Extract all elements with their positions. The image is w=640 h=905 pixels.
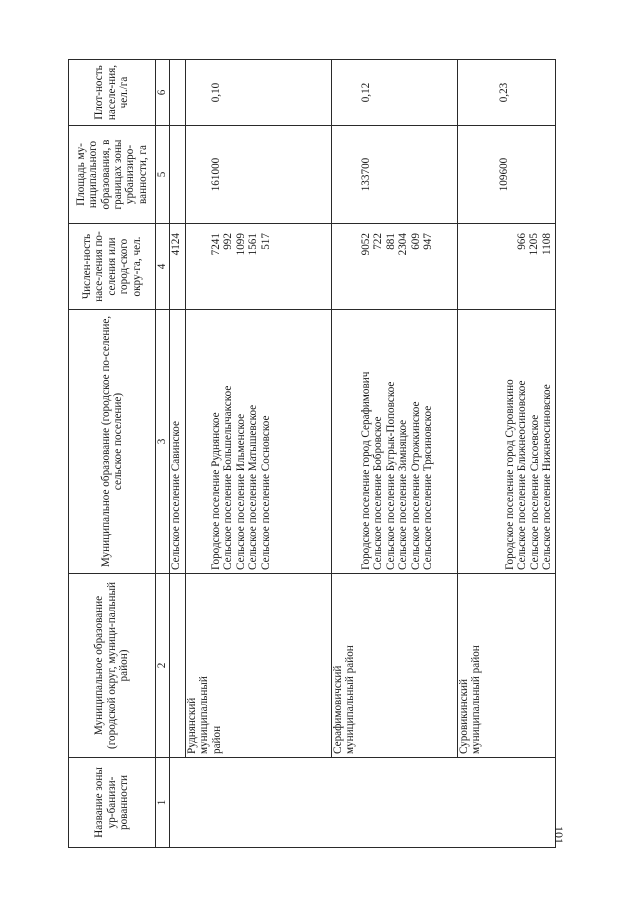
district-cell xyxy=(458,574,556,758)
settlement-name: Сельское поселение Савинское xyxy=(170,421,182,570)
district-cell xyxy=(170,574,186,758)
settlement-name: Сельское поселение Трясиновское xyxy=(422,405,435,570)
population-value: 4124 xyxy=(170,233,182,256)
column-number: 5 xyxy=(156,126,170,224)
header-area: Площадь му-ниципального образования, в границах зоны урбанизиро-ванности, га xyxy=(69,126,156,224)
settlement-cell xyxy=(458,310,556,574)
population-cell xyxy=(458,224,556,310)
district-name: Серафимовичский муниципальный район xyxy=(332,645,357,754)
population-value: 966 xyxy=(516,233,528,250)
population-value: 881 xyxy=(384,233,397,250)
header-zone-name: Название зоны ур-банизи-рованности xyxy=(69,758,156,848)
area-cell xyxy=(170,126,186,224)
density-cell xyxy=(170,60,186,126)
column-number: 2 xyxy=(156,574,170,758)
density-cell: 0,12 xyxy=(332,60,458,126)
settlement-name: Сельское поселение Сосновское xyxy=(259,415,272,570)
urbanization-table xyxy=(68,59,556,848)
population-cell xyxy=(186,224,332,310)
header-row xyxy=(69,60,156,848)
settlement-name: Сельское поселение Бугрык-Поповское xyxy=(384,381,397,570)
settlement-name: Сельское поселение Большелычакское xyxy=(222,385,235,570)
table-row xyxy=(186,60,332,848)
settlement-name: Городское поселение город Серафимович xyxy=(360,371,372,570)
header-district: Муниципальное образование (городской округ, муници-пальный район) xyxy=(69,574,156,758)
district-name: Суровикинский муниципальный район xyxy=(458,645,483,754)
density-cell: 0,23 xyxy=(458,60,556,126)
district-name: Руднянский муниципальный район xyxy=(186,676,223,754)
population-cell xyxy=(332,224,458,310)
population-value: 992 xyxy=(222,233,235,250)
table-row xyxy=(332,60,458,848)
population-value: 947 xyxy=(422,233,435,250)
header-settlement: Муниципальное образование (городское по-селение, сельское поселение) xyxy=(69,310,156,574)
population-value: 1561 xyxy=(247,233,260,256)
rotated-table-container xyxy=(68,60,552,848)
settlement-name: Сельское поселение Отрожкинское xyxy=(409,401,422,570)
district-cell xyxy=(332,574,458,758)
settlement-name: Сельское поселение Сысоевское xyxy=(528,414,541,570)
table-row xyxy=(458,60,556,848)
density-cell: 0,10 xyxy=(186,60,332,126)
population-value: 1108 xyxy=(540,233,553,255)
column-number: 3 xyxy=(156,310,170,574)
population-cell xyxy=(170,224,186,310)
population-value: 722 xyxy=(372,233,385,250)
column-number: 6 xyxy=(156,60,170,126)
settlement-cell xyxy=(332,310,458,574)
column-number: 1 xyxy=(156,758,170,848)
zone-name-cell xyxy=(170,758,556,848)
area-cell: 161000 xyxy=(186,126,332,224)
column-number-row xyxy=(156,60,170,848)
header-population: Числен-ность насе-ления по-селения или город-ского окру-га, чел. xyxy=(69,224,156,310)
population-value: 1099 xyxy=(234,233,247,256)
settlement-name: Сельское поселение Нижнеосиновское xyxy=(541,384,554,570)
district-cell xyxy=(186,574,332,758)
population-value: 2304 xyxy=(397,233,410,256)
settlement-cell xyxy=(186,310,332,574)
settlement-name: Городское поселение Руднянское xyxy=(210,412,222,570)
population-value: 609 xyxy=(409,233,422,250)
settlement-name: Сельское поселение Матышевское xyxy=(247,404,260,570)
settlement-name: Сельское поселение Бобровское xyxy=(372,416,385,570)
population-value: 1205 xyxy=(528,233,541,256)
population-value: 9052 xyxy=(360,233,372,256)
settlement-name: Сельское поселение Зимняцкое xyxy=(397,419,410,570)
area-cell: 109600 xyxy=(458,126,556,224)
header-density: Плот-ность населе-ния, чел./га xyxy=(69,60,156,126)
settlement-cell xyxy=(170,310,186,574)
settlement-name: Сельское поселение Ближнеосиновское xyxy=(516,380,529,570)
column-number: 4 xyxy=(156,224,170,310)
page-number: 101 xyxy=(552,826,566,844)
table-row xyxy=(170,60,186,848)
settlement-name: Сельское поселение Ильменское xyxy=(234,413,247,570)
population-value: 7241 xyxy=(210,233,222,256)
area-cell: 133700 xyxy=(332,126,458,224)
settlement-name: Городское поселение город Суровикино xyxy=(504,379,516,570)
population-value: 517 xyxy=(259,233,272,250)
